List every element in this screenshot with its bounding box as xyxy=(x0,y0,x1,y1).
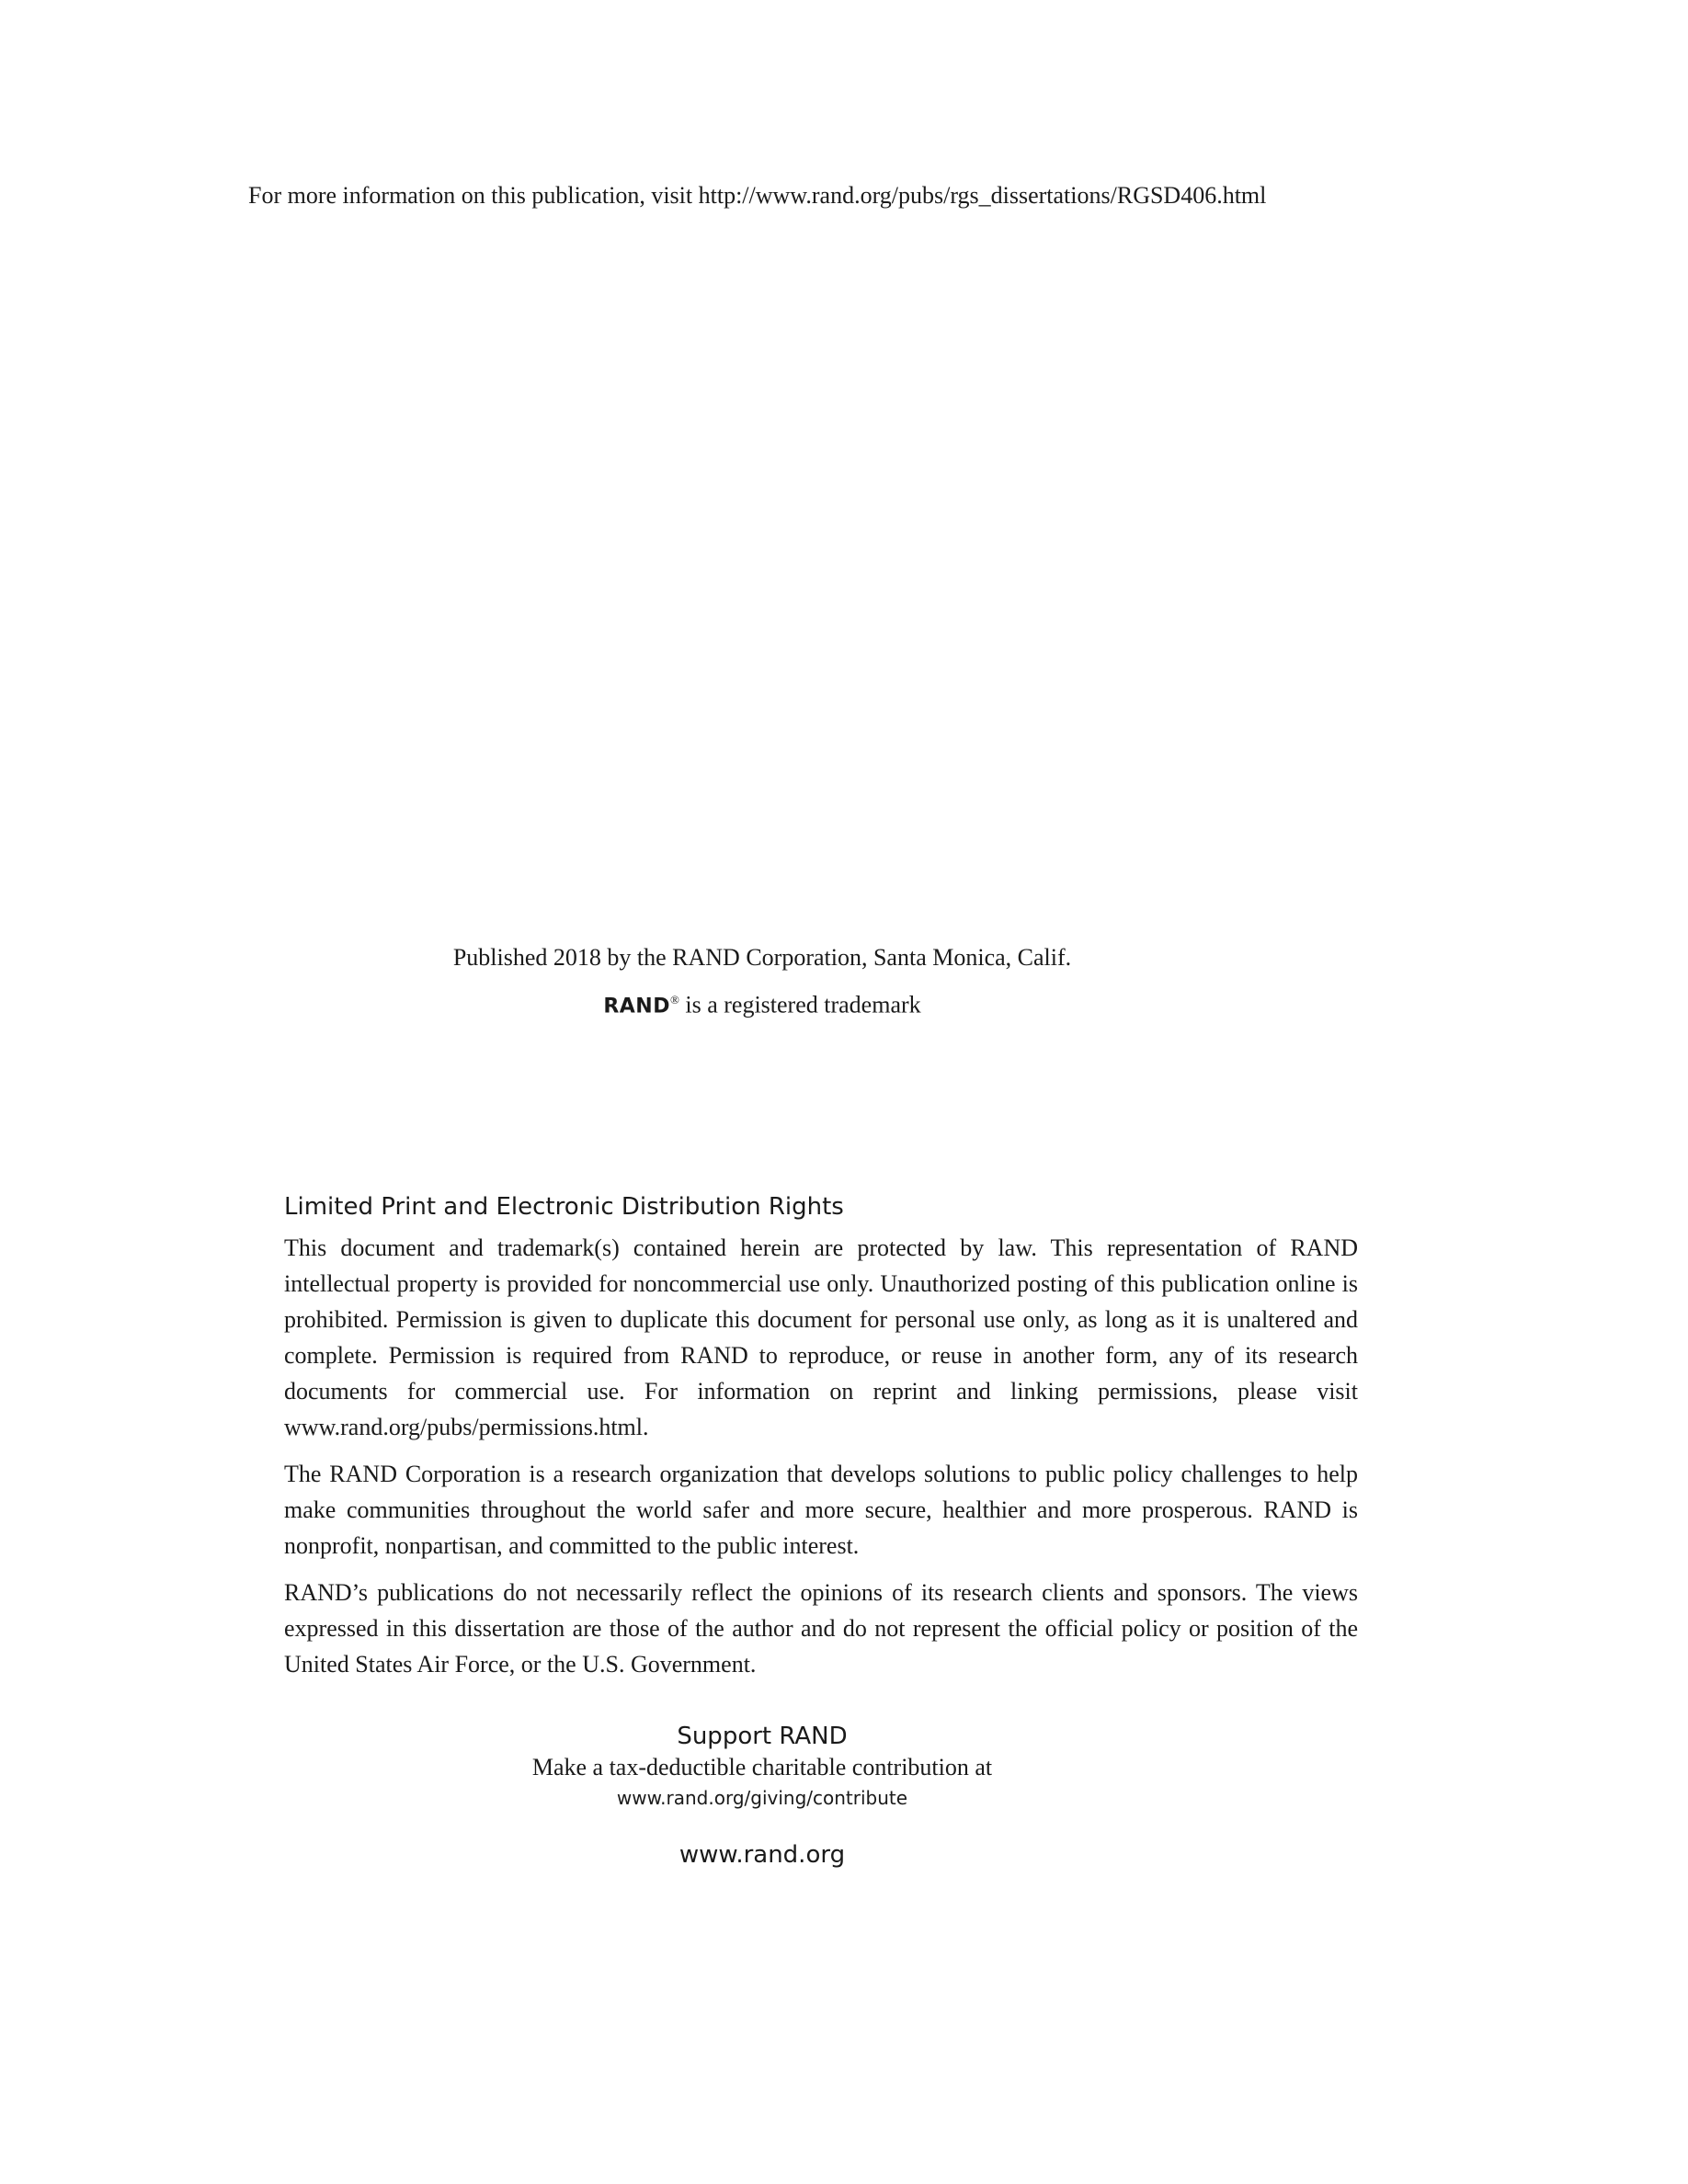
rights-heading: Limited Print and Electronic Distribution Rights xyxy=(284,1193,844,1221)
publication-block xyxy=(0,941,1524,1024)
rights-paragraph-2: The RAND Corporation is a research organization that develops solutions to public policy challenges to help make communities throughout the world safer and more secure, healthier and more prosperous. RAND is nonprofit, nonpartisan, and committed to the public interest. xyxy=(284,1461,1358,1559)
publication-info-line: For more information on this publication, visit http://www.rand.org/pubs/rgs_dissertations/RGSD406.html xyxy=(248,182,1267,209)
rand-wordmark: RAND xyxy=(603,995,670,1018)
support-text: Make a tax-deductible charitable contribution at xyxy=(531,1754,993,1780)
distribution-rights-section xyxy=(284,1193,1358,1693)
rights-paragraph-1: This document and trademark(s) contained herein are protected by law. This representation of RAND intellectual property is provided for noncommercial use only. Unauthorized posting of this publication online is prohibited. Permission is given to duplicate this document for personal use only, as long as it is unaltered and complete. Permission is required from RAND to reproduce, or reuse in another form, any of its research documents for commercial use. For information on reprint and linking permissions, please visit www.rand.org/pubs/permissions.html. xyxy=(284,1234,1358,1440)
published-line: Published 2018 by the RAND Corporation, Santa Monica, Calif. xyxy=(452,944,1072,971)
support-url: www.rand.org/giving/contribute xyxy=(616,1787,908,1809)
registered-symbol: ® xyxy=(669,993,679,1007)
site-url: www.rand.org xyxy=(679,1841,846,1869)
support-title: Support RAND xyxy=(677,1723,848,1750)
rights-paragraph-3: RAND’s publications do not necessarily reflect the opinions of its research clients and sponsors. The views expressed in this dissertation are those of the author and do not represent the official policy or position of the United States Air Force, or the U.S. Government. xyxy=(284,1579,1358,1678)
trademark-text: is a registered trademark xyxy=(685,991,921,1018)
trademark-line xyxy=(0,984,1524,1024)
support-block xyxy=(0,1721,1524,1871)
